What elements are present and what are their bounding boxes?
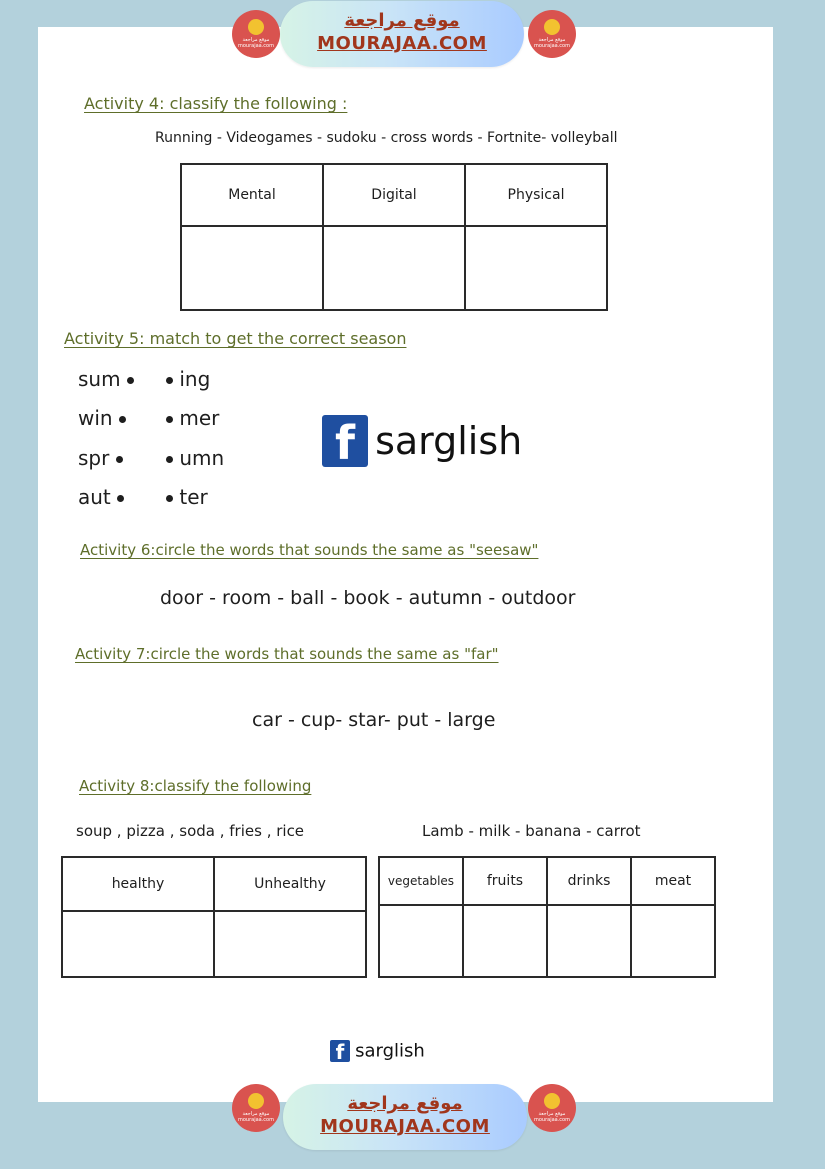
activity8-answer-cell[interactable]: [379, 905, 463, 977]
match-dot-icon: [166, 377, 173, 384]
match-dot-icon: [127, 377, 134, 384]
match-left-item[interactable]: win: [78, 406, 126, 430]
match-dot-icon: [119, 416, 126, 423]
activity8-col-drinks: drinks: [547, 857, 631, 905]
banner-site-link[interactable]: MOURAJAA.COM: [320, 1116, 490, 1137]
activity8-answer-cell[interactable]: [463, 905, 547, 977]
activity6-heading: Activity 6:circle the words that sounds the same as "seesaw": [80, 541, 539, 559]
activity6-word-list: door - room - ball - book - autumn - outdoor: [160, 587, 576, 609]
activity4-word-list: Running - Videogames - sudoku - cross words - Fortnite- volleyball: [155, 130, 618, 146]
match-dot-icon: [116, 456, 123, 463]
match-left-item[interactable]: aut: [78, 485, 124, 509]
activity4-col-mental: Mental: [181, 164, 323, 226]
sarglish-logo-small-text: sarglish: [355, 1040, 425, 1062]
match-left-item[interactable]: spr: [78, 446, 123, 470]
match-dot-icon: [117, 495, 124, 502]
site-badge-left-icon: موقع مراجعة mourajaa.com: [232, 10, 280, 58]
banner-site-link[interactable]: MOURAJAA.COM: [317, 33, 487, 54]
activity8-food-table: [378, 856, 716, 978]
activity8-word-list-right: Lamb - milk - banana - carrot: [422, 822, 641, 840]
activity4-col-physical: Physical: [465, 164, 607, 226]
banner-arabic-text: موقع مراجعة: [347, 1093, 463, 1114]
sarglish-logo-text: sarglish: [375, 419, 523, 463]
activity8-col-fruits: fruits: [463, 857, 547, 905]
activity4-heading: Activity 4: classify the following :: [84, 94, 348, 113]
activity8-col-meat: meat: [631, 857, 715, 905]
site-badge-right-icon: موقع مراجعة mourajaa.com: [528, 10, 576, 58]
activity8-answer-cell[interactable]: [631, 905, 715, 977]
activity4-col-digital: Digital: [323, 164, 465, 226]
site-badge-left-icon: موقع مراجعة mourajaa.com: [232, 1084, 280, 1132]
match-right-item[interactable]: mer: [166, 406, 219, 430]
sarglish-logo: [322, 415, 523, 470]
activity4-answer-cell[interactable]: [465, 226, 607, 310]
facebook-icon: f: [322, 415, 368, 467]
match-right-item[interactable]: ter: [166, 485, 208, 509]
match-right-item[interactable]: ing: [166, 367, 210, 391]
banner-arabic-text: موقع مراجعة: [344, 10, 460, 31]
activity8-col-healthy: healthy: [62, 857, 214, 911]
sarglish-logo-small: [330, 1040, 425, 1062]
activity7-heading: Activity 7:circle the words that sounds the same as "far": [75, 645, 499, 663]
match-right-item[interactable]: umn: [166, 446, 224, 470]
activity4-table: [180, 163, 608, 311]
activity8-health-table: [61, 856, 367, 978]
activity4-answer-cell[interactable]: [181, 226, 323, 310]
facebook-icon: f: [330, 1040, 350, 1062]
site-banner-top[interactable]: [280, 1, 524, 67]
match-dot-icon: [166, 495, 173, 502]
activity8-heading: Activity 8:classify the following: [79, 777, 312, 795]
activity7-word-list: car - cup- star- put - large: [252, 709, 496, 731]
activity8-col-unhealthy: Unhealthy: [214, 857, 366, 911]
match-dot-icon: [166, 456, 173, 463]
match-left-item[interactable]: sum: [78, 367, 134, 391]
site-banner-bottom[interactable]: [283, 1084, 527, 1150]
activity8-word-list-left: soup , pizza , soda , fries , rice: [76, 822, 305, 840]
activity8-answer-cell[interactable]: [214, 911, 366, 977]
site-badge-right-icon: موقع مراجعة mourajaa.com: [528, 1084, 576, 1132]
activity5-heading: Activity 5: match to get the correct season: [64, 329, 407, 348]
activity8-answer-cell[interactable]: [62, 911, 214, 977]
activity8-col-vegetables: vegetables: [379, 857, 463, 905]
activity8-answer-cell[interactable]: [547, 905, 631, 977]
activity4-answer-cell[interactable]: [323, 226, 465, 310]
match-dot-icon: [166, 416, 173, 423]
